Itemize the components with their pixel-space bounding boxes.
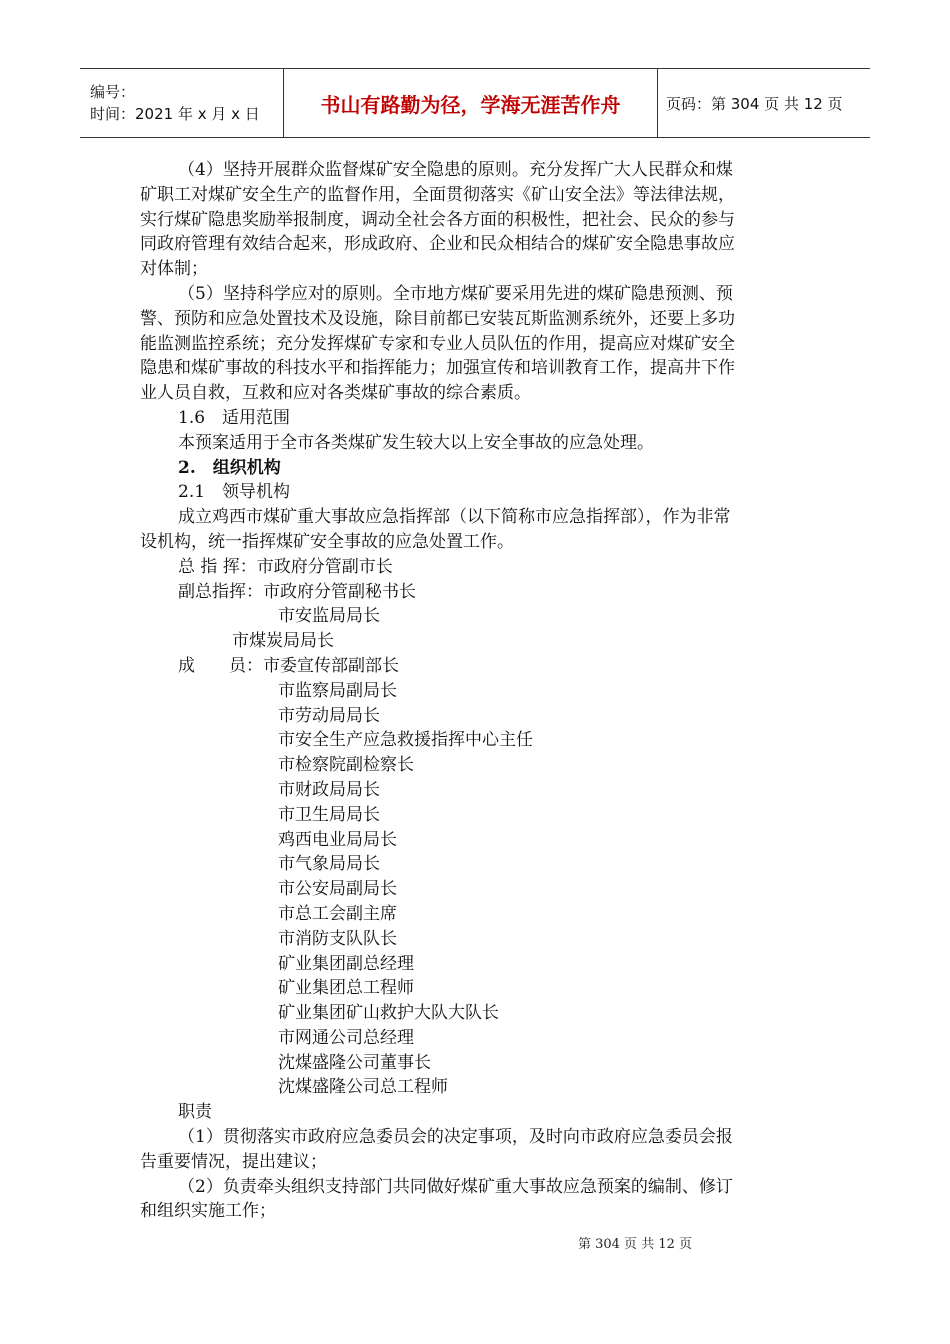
role-commander: 总 指 挥：市政府分管副市长 — [178, 556, 393, 577]
member-item: 矿业集团矿山救护大队大队长 — [278, 1003, 499, 1024]
member-item: 市卫生局局长 — [278, 804, 380, 825]
paragraph-line: 同政府管理有效结合起来，形成政府、企业和民众相结合的煤矿安全隐患事故应 — [140, 234, 735, 255]
header-motto-cell — [284, 69, 658, 137]
doc-number-label: 编号： — [90, 83, 136, 101]
paragraph-line: 设机构，统一指挥煤矿安全事故的应急处置工作。 — [140, 531, 514, 552]
paragraph-line: （4）坚持开展群众监督煤矿安全隐患的原则。充分发挥广大人民群众和煤 — [178, 160, 733, 180]
paragraph-line: 成立鸡西市煤矿重大事故应急指挥部（以下简称市应急指挥部），作为非常 — [178, 507, 731, 528]
member-item: 市消防支队队长 — [278, 928, 397, 949]
section-heading: 1.6 适用范围 — [178, 407, 291, 428]
member-item: 市劳动局局长 — [278, 705, 380, 726]
paragraph-line: 实行煤矿隐患奖励举报制度，调动全社会各方面的积极性，把社会、民众的参与 — [140, 209, 735, 230]
footer-page-number: 第 304 页 共 12 页 — [577, 1237, 693, 1252]
paragraph-line: 和组织实施工作； — [140, 1201, 276, 1222]
chapter-heading: 2. 组织机构 — [178, 457, 281, 478]
header-meta — [80, 69, 284, 137]
paragraph-line: 业人员自救，互救和应对各类煤矿事故的综合素质。 — [140, 383, 531, 404]
role-deputy-item: 市煤炭局局长 — [232, 631, 334, 652]
paragraph-line: 隐患和煤矿事故的科技水平和指挥能力；加强宣传和培训教育工作，提高井下作 — [140, 358, 735, 379]
document-body — [140, 158, 820, 1224]
member-item: 市网通公司总经理 — [278, 1027, 414, 1048]
member-item: 市公安局副局长 — [278, 879, 397, 900]
member-item: 鸡西电业局局长 — [278, 829, 397, 850]
paragraph-line: （5）坚持科学应对的原则。全市地方煤矿要采用先进的煤矿隐患预测、预 — [178, 283, 733, 304]
role-members: 成 员：市委宣传部副部长 — [178, 655, 399, 676]
header-motto: 书山有路勤为径，学海无涯苦作舟 — [320, 92, 621, 117]
paragraph-line: 能监测监控系统；充分发挥煤矿专家和专业人员队伍的作用，提高应对煤矿安全 — [140, 333, 735, 354]
paragraph-line: 警、预防和应急处置技术及设施，除目前都已安装瓦斯监测系统外，还要上多功 — [140, 308, 735, 329]
member-item: 市气象局局长 — [278, 854, 380, 875]
page-footer — [0, 1233, 950, 1252]
member-item: 沈煤盛隆公司总工程师 — [278, 1077, 448, 1098]
paragraph-line: （2）负责牵头组织支持部门共同做好煤矿重大事故应急预案的编制、修订 — [178, 1176, 733, 1197]
paragraph-line: 矿职工对煤矿安全生产的监督作用，全面贯彻落实《矿山安全法》等法律法规， — [140, 184, 735, 205]
section-heading: 2.1 领导机构 — [178, 482, 291, 503]
member-item: 矿业集团总工程师 — [278, 978, 414, 999]
member-item: 矿业集团副总经理 — [278, 953, 414, 974]
doc-time-label: 时间：2021 年 x 月 x 日 — [90, 105, 260, 123]
member-item: 市财政局局长 — [278, 779, 380, 800]
member-item: 市监察局副局长 — [278, 680, 397, 701]
paragraph-line: 对体制； — [140, 259, 208, 280]
member-item: 市安全生产应急救援指挥中心主任 — [278, 730, 533, 751]
paragraph-line: 本预案适用于全市各类煤矿发生较大以上安全事故的应急处理。 — [178, 432, 654, 453]
section-heading: 职责 — [178, 1102, 212, 1123]
header-page-info — [658, 69, 870, 137]
paragraph-line: 告重要情况，提出建议； — [140, 1151, 327, 1172]
page-info-text: 页码：第 304 页 共 12 页 — [666, 94, 843, 113]
member-item: 市总工会副主席 — [278, 903, 397, 924]
paragraph-line: （1）贯彻落实市政府应急委员会的决定事项，及时向市政府应急委员会报 — [178, 1127, 733, 1148]
page-header — [80, 68, 870, 138]
role-deputy-item: 市安监局局长 — [278, 606, 380, 627]
member-item: 沈煤盛隆公司董事长 — [278, 1052, 431, 1073]
member-item: 市检察院副检察长 — [278, 755, 414, 776]
role-deputy-commander: 副总指挥：市政府分管副秘书长 — [178, 581, 416, 602]
